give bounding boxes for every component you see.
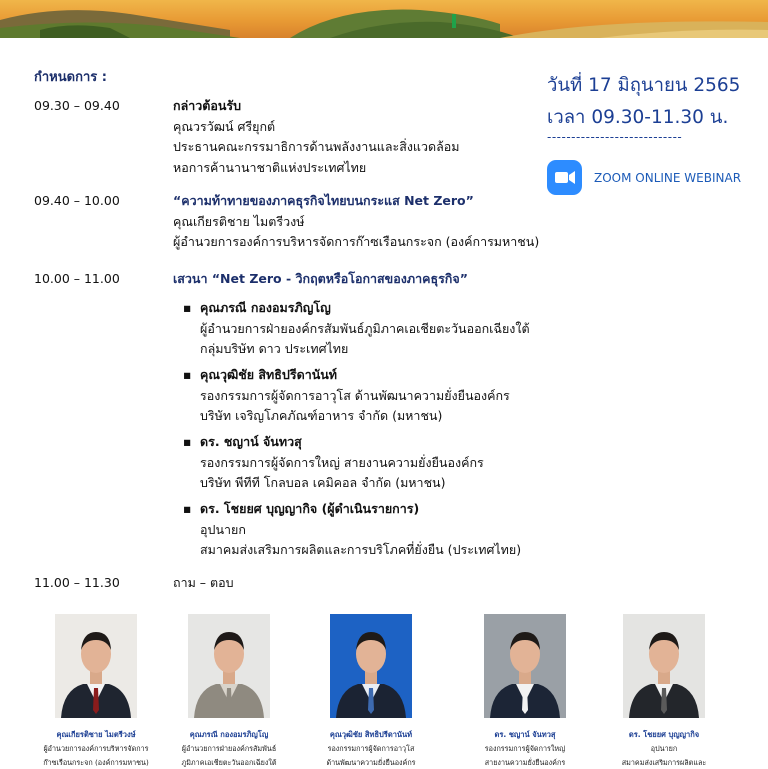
header-banner (0, 0, 768, 38)
bullet-icon: ▪ (183, 367, 192, 382)
zoom-webinar-badge[interactable] (547, 160, 741, 195)
agenda-time-2: 09.40 – 10.00 (34, 193, 120, 208)
speaker-role: ภูมิภาคเอเชียตะวันออกเฉียงใต้ (181, 758, 277, 767)
speaker-name: คุณวุฒิชัย สิทธิปรีดานันท์ (329, 730, 413, 739)
speaker-name: ดร. ชญาน์ จันทวสุ (494, 730, 556, 739)
agenda-line: คุณเกียรติชาย ไมตรีวงษ์ (173, 213, 305, 229)
panelist-org: สมาคมส่งเสริมการผลิตและการบริโภคที่ยั่งยืน (ประเทศไทย) (200, 542, 522, 557)
panelist-name: คุณภรณี กองอมรภิญโญ (200, 300, 331, 315)
agenda-heading-2: “ความท้าทายของภาคธุรกิจไทยบนกระแส Net Zero” (173, 193, 474, 208)
panelist-role: รองกรรมการผู้จัดการอาวุโส ด้านพัฒนาความยั่งยืนองค์กร (200, 387, 510, 403)
bullet-icon: ▪ (183, 501, 192, 516)
agenda-line: คุณวรวัฒน์ ศรียุกต์ (173, 118, 276, 134)
agenda-item-4 (173, 573, 234, 594)
agenda-line: ประธานคณะกรรมาธิการด้านพลังงานและสิ่งแวดล้อม (173, 139, 460, 154)
zoom-label: ZOOM ONLINE WEBINAR (594, 170, 742, 185)
speaker-name: ดร. โชยยศ บุญญากิจ (628, 730, 700, 739)
speaker-photo (484, 614, 566, 718)
panelist-role: ผู้อำนวยการฝ่ายองค์กรสัมพันธ์ภูมิภาคเอเชียตะวันออกเฉียงใต้ (200, 320, 530, 336)
landscape-illustration (0, 0, 768, 38)
speaker-card (470, 614, 580, 769)
panelist-role: รองกรรมการผู้จัดการใหญ่ สายงานความยั่งยืนองค์กร (200, 454, 484, 470)
agenda-item-3 (173, 269, 468, 290)
speaker-photo (55, 614, 137, 718)
speaker-card (609, 614, 719, 769)
speaker-role: ก๊าซเรือนกระจก (องค์การมหาชน) (43, 758, 149, 767)
speaker-photo (188, 614, 270, 718)
bullet-icon: ▪ (183, 434, 192, 449)
schedule-title: กำหนดการ : (34, 70, 107, 85)
event-time: เวลา 09.30-11.30 น. (547, 107, 729, 128)
speaker-role: สายงานความยั่งยืนองค์กร (484, 758, 566, 767)
agenda-time-4: 11.00 – 11.30 (34, 575, 120, 590)
speaker-role: ด้านพัฒนาความยั่งยืนองค์กร (326, 758, 416, 767)
agenda-heading-4: ถาม – ตอบ (173, 575, 234, 590)
event-date: วันที่ 17 มิถุนายน 2565 (547, 75, 741, 96)
agenda-time-3: 10.00 – 11.00 (34, 271, 120, 286)
speaker-photo (330, 614, 412, 718)
panelist-role: อุปนายก (200, 521, 246, 537)
speaker-photo (623, 614, 705, 718)
speaker-role: รองกรรมการผู้จัดการใหญ่ (484, 744, 566, 753)
speaker-name: คุณภรณี กองอมรภิญโญ (189, 730, 269, 739)
panelist-org: กลุ่มบริษัท ดาว ประเทศไทย (200, 341, 349, 356)
panelist-org: บริษัท พีทีที โกลบอล เคมิคอล จำกัด (มหาชน) (200, 475, 446, 490)
zoom-camera-icon (547, 160, 582, 195)
panelist-name: ดร. ชญาน์ จันทวสุ (200, 434, 302, 449)
speaker-card (41, 614, 151, 769)
agenda-heading-3: เสวนา “Net Zero - วิกฤตหรือโอกาสของภาคธุรกิจ” (173, 271, 468, 286)
panelist-name: คุณวุฒิชัย สิทธิปรีดานันท์ (200, 367, 338, 382)
panelist-org: บริษัท เจริญโภคภัณฑ์อาหาร จำกัด (มหาชน) (200, 408, 443, 423)
speaker-gallery (0, 614, 768, 768)
speaker-role: อุปนายก (650, 744, 678, 753)
speaker-name: คุณเกียรติชาย ไมตรีวงษ์ (56, 730, 136, 739)
speaker-card (174, 614, 284, 769)
agenda-time-1: 09.30 – 09.40 (34, 98, 120, 113)
speaker-role: สมาคมส่งเสริมการผลิตและ (621, 758, 707, 767)
panelist-name: ดร. โชยยศ บุญญากิจ (ผู้ดำเนินรายการ) (200, 501, 420, 516)
agenda-heading-1: กล่าวต้อนรับ (173, 98, 242, 113)
agenda-line: หอการค้านานาชาติแห่งประเทศไทย (173, 159, 367, 175)
agenda-item-1 (173, 96, 460, 178)
speaker-role: ผู้อำนวยการฝ่ายองค์กรสัมพันธ์ (181, 744, 277, 753)
agenda-item-2 (173, 191, 539, 253)
speaker-card (316, 614, 426, 769)
speaker-role: รองกรรมการผู้จัดการอาวุโส (327, 744, 415, 753)
event-datetime (547, 70, 740, 134)
agenda-line: ผู้อำนวยการองค์การบริหารจัดการก๊าซเรือนกระจก (องค์การมหาชน) (173, 234, 540, 249)
divider: ---------------------------- (547, 130, 683, 144)
speaker-role: ผู้อำนวยการองค์การบริหารจัดการ (43, 744, 149, 753)
bullet-icon: ▪ (183, 300, 192, 315)
